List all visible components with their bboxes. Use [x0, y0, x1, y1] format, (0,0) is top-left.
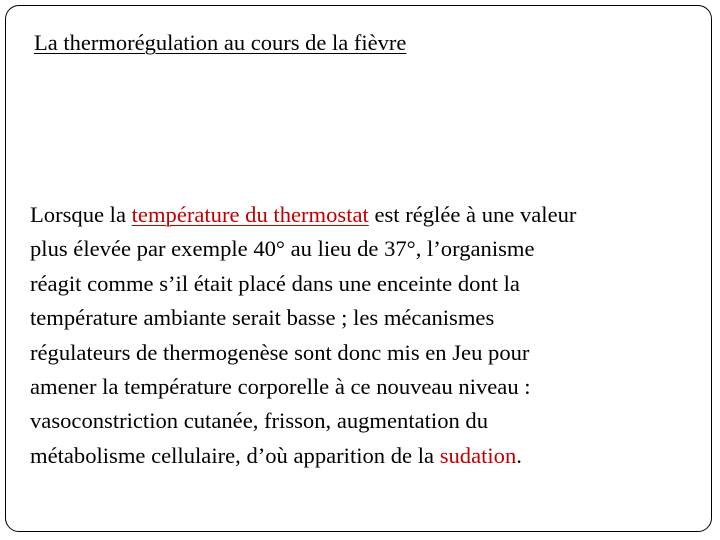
body-line-8 — [30, 439, 712, 473]
body-line-8-start: métabolisme cellulaire, d’où apparition de la — [30, 442, 440, 468]
body-paragraph — [30, 198, 712, 473]
body-line-6: amener la température corporelle à ce nouveau niveau : — [30, 374, 531, 400]
thermostat-link[interactable]: température du thermostat — [131, 202, 369, 227]
body-line-4: température ambiante serait basse ; les mécanismes — [30, 305, 495, 331]
body-line-7: vasoconstriction cutanée, frisson, augmentation du — [30, 408, 489, 434]
body-line-5: régulateurs de thermogenèse sont donc mis en Jeu pour — [30, 339, 530, 365]
body-line-8-end: . — [516, 442, 522, 468]
body-line-1 — [30, 198, 712, 232]
body-line-3: réagit comme s’il était placé dans une enceinte dont la — [30, 270, 520, 296]
slide-title: La thermorégulation au cours de la fièvre — [34, 30, 407, 55]
sudation-highlight: sudation — [439, 442, 517, 468]
body-line-2: plus élevée par exemple 40° au lieu de 37°, l’organisme — [30, 236, 535, 262]
body-line-1-end: est réglée à une valeur — [368, 202, 577, 227]
body-line-1-start: Lorsque la — [30, 202, 132, 227]
